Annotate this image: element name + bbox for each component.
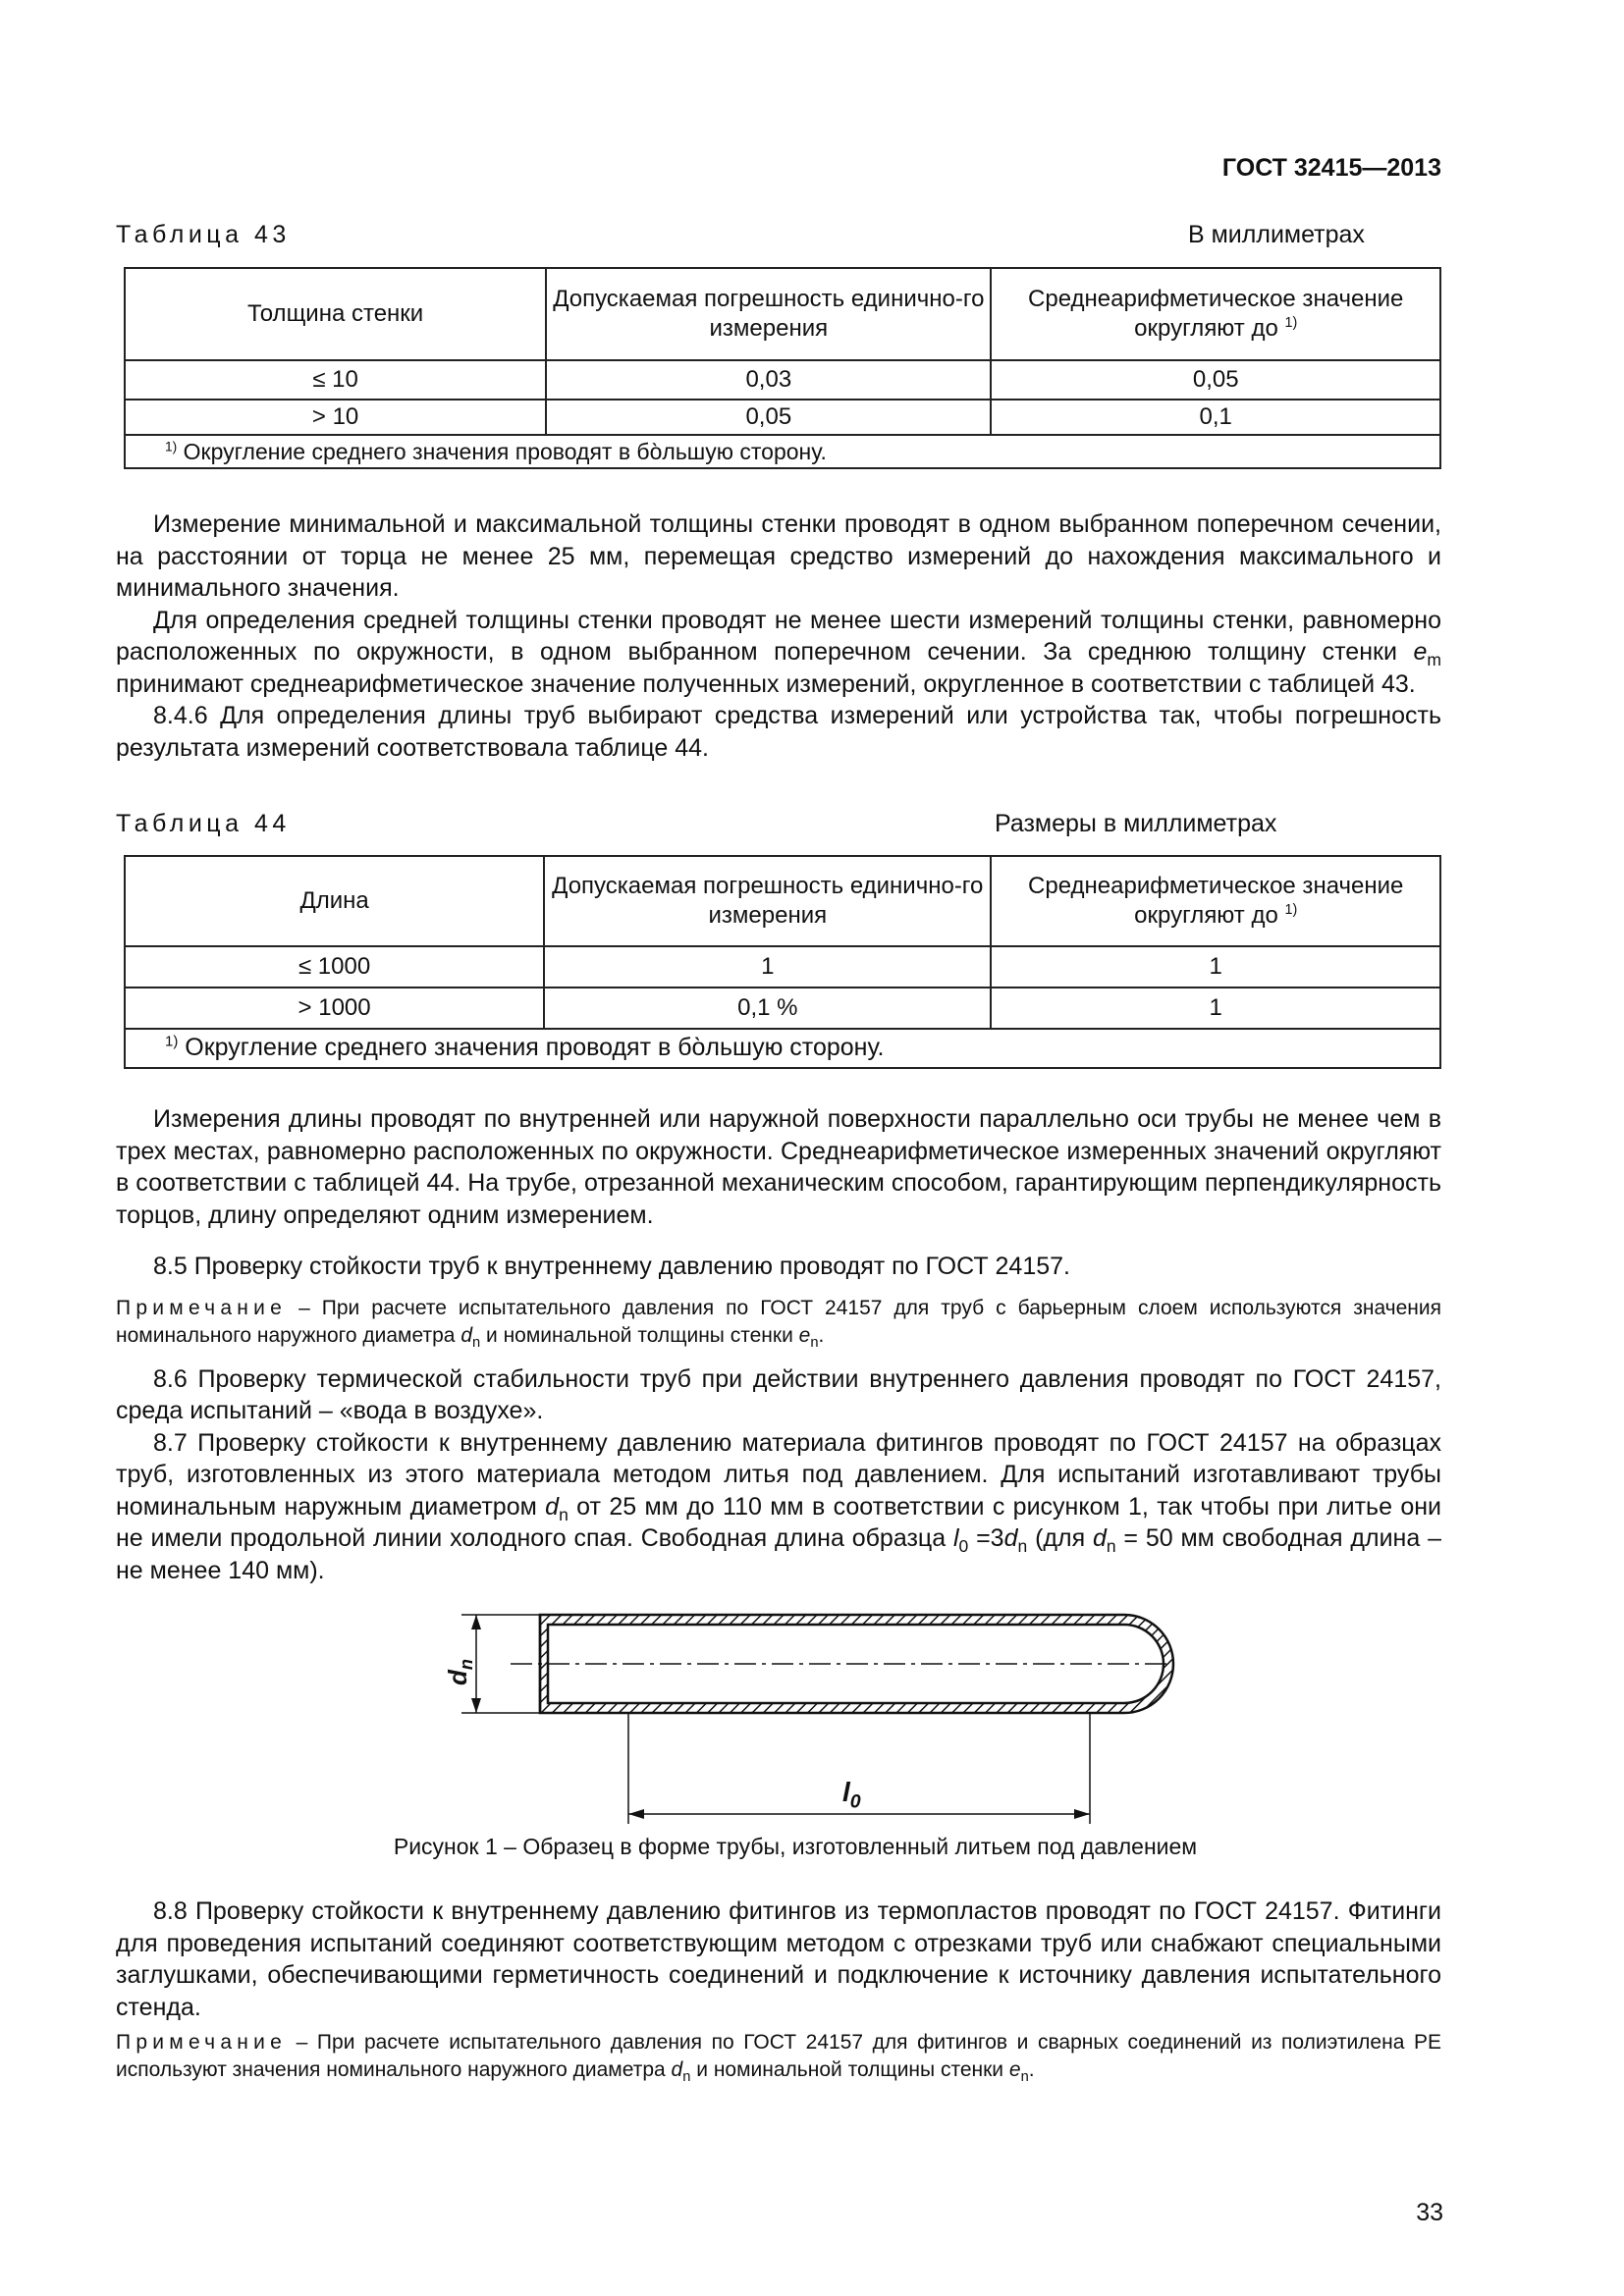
table-43 xyxy=(124,267,1441,469)
paragraph-wall-mean: Для определения средней толщины стенки проводят не менее шести измерений толщины стенки, равномерно расположенных по окружности, в одном выбранном поперечном сечении. За среднюю толщину стенки $e_m$ принимают среднеарифметическое значение полученных измерений, округленное в соответствии с таблицей 43. xyxy=(116,606,1441,698)
paragraph-8-4-6: 8.4.6 Для определения длины труб выбирают средства измерений или устройства так, чтобы погрешность результата измерений соответствовала таблице 44. xyxy=(116,702,1441,762)
table-43-footnote: $^{1)}$ Округление среднего значения проводят в бо̀льшую сторону. xyxy=(125,435,1440,468)
figure-1-label-l0: $l_0$ xyxy=(842,1777,861,1813)
table-cell: > 1000 xyxy=(125,988,544,1029)
figure-1-drawing xyxy=(432,1610,1198,1836)
paragraph-length-measure: Измерения длины проводят по внутренней или наружной поверхности параллельно оси трубы не менее чем в трех местах, равномерно расположенных по окружности. Среднеарифметическое измеренных значений округляют в соответствии с таблицей 44. На трубе, отрезанной механическим способом, гарантирующим перпендикулярность торцов, длину определяют одним измерением. xyxy=(116,1105,1441,1229)
table-44-header-mean: Среднеарифметическое значение округляют до $^{1)}$ xyxy=(991,856,1440,946)
table-43-header-thickness: Толщина стенки xyxy=(125,268,546,360)
paragraph-8-7: 8.7 Проверку стойкости к внутреннему давлению материала фитингов проводят по ГОСТ 24157 на образцах труб, изготовленных из этого материала методом литья под давлением. Для испытаний изготавливают трубы номинальным наружным диаметром $d_n$ от 25 мм до 110 мм в соответствии с рисунком 1, так чтобы при литье они не имели продольной линии холодного спая. Свободная длина образца $l_0 =3d_n$ (для $d_n = 50$ мм свободная длина – не менее 140 мм). xyxy=(116,1428,1441,1584)
body-block-2 xyxy=(116,1103,1441,1586)
table-44-units: Размеры в миллиметрах xyxy=(995,810,1277,837)
table-row xyxy=(125,946,1440,988)
figure-1-label-dn: $d_n$ xyxy=(443,1658,477,1686)
table-cell: 0,1 % xyxy=(544,988,991,1029)
table-43-header-mean: Среднеарифметическое значение округляют до $^{1)}$ xyxy=(991,268,1440,360)
table-44-footnote: $^{1)}$ Округление среднего значения проводят в бо̀льшую сторону. xyxy=(125,1029,1440,1068)
table-cell: > 10 xyxy=(125,400,546,435)
table-44 xyxy=(124,855,1441,1069)
table-cell: 0,05 xyxy=(991,360,1440,400)
table-cell: 0,1 xyxy=(991,400,1440,435)
table-row xyxy=(125,360,1440,400)
page-number: 33 xyxy=(1416,2199,1443,2226)
table-44-caption: Таблица 44 xyxy=(116,810,291,837)
table-row xyxy=(125,988,1440,1029)
body-block-1 xyxy=(116,508,1441,764)
table-cell: 1 xyxy=(991,988,1440,1029)
note-1: Примечание – При расчете испытательного давления по ГОСТ 24157 для труб с барьерным слоем используются значения номинального наружного диаметра $d_n$ и номинальной толщины стенки $e_n$. xyxy=(116,1296,1441,1351)
paragraph-8-5: 8.5 Проверку стойкости труб к внутреннему давлению проводят по ГОСТ 24157. xyxy=(153,1253,1070,1280)
table-cell: 1 xyxy=(991,946,1440,988)
paragraph-8-6: 8.6 Проверку термической стабильности труб при действии внутреннего давления проводят по ГОСТ 24157, среда испытаний – «вода в воздухе». xyxy=(116,1364,1441,1424)
table-44-header-error: Допускаемая погрешность единично-го измерения xyxy=(544,856,991,946)
table-cell: ≤ 10 xyxy=(125,360,546,400)
table-44-header-length: Длина xyxy=(125,856,544,946)
note-2: Примечание – При расчете испытательного давления по ГОСТ 24157 для фитингов и сварных соединений из полиэтилена PE используют значения номинального наружного диаметра $d_n$ и номинальной толщины стенки $e_n$. xyxy=(116,2031,1441,2086)
table-43-header-error: Допускаемая погрешность единично-го измерения xyxy=(546,268,991,360)
table-cell: 1 xyxy=(544,946,991,988)
paragraph-wall-min-max: Измерение минимальной и максимальной толщины стенки проводят в одном выбранном поперечном сечении, на расстоянии от торца не менее 25 мм, перемещая средство измерений до нахождения максимального и минимального значения. xyxy=(116,510,1441,602)
table-cell: 0,05 xyxy=(546,400,991,435)
body-block-3 xyxy=(116,1896,1441,2084)
document-header: ГОСТ 32415—2013 xyxy=(1221,154,1441,182)
table-cell: 0,03 xyxy=(546,360,991,400)
paragraph-8-8: 8.8 Проверку стойкости к внутреннему давлению фитингов из термопластов проводят по ГОСТ 24157. Фитинги для проведения испытаний соединяют соответствующим методом с отрезками труб или снабжают специальными заглушками, обеспечивающими герметичность соединений и подключение к источнику давления испытательного стенда. xyxy=(116,1897,1441,2021)
table-row xyxy=(125,400,1440,435)
table-43-caption: Таблица 43 xyxy=(116,221,291,248)
figure-1-caption: Рисунок 1 – Образец в форме трубы, изготовленный литьем под давлением xyxy=(393,1834,1198,1859)
table-cell: ≤ 1000 xyxy=(125,946,544,988)
table-43-units: В миллиметрах xyxy=(1188,221,1365,248)
